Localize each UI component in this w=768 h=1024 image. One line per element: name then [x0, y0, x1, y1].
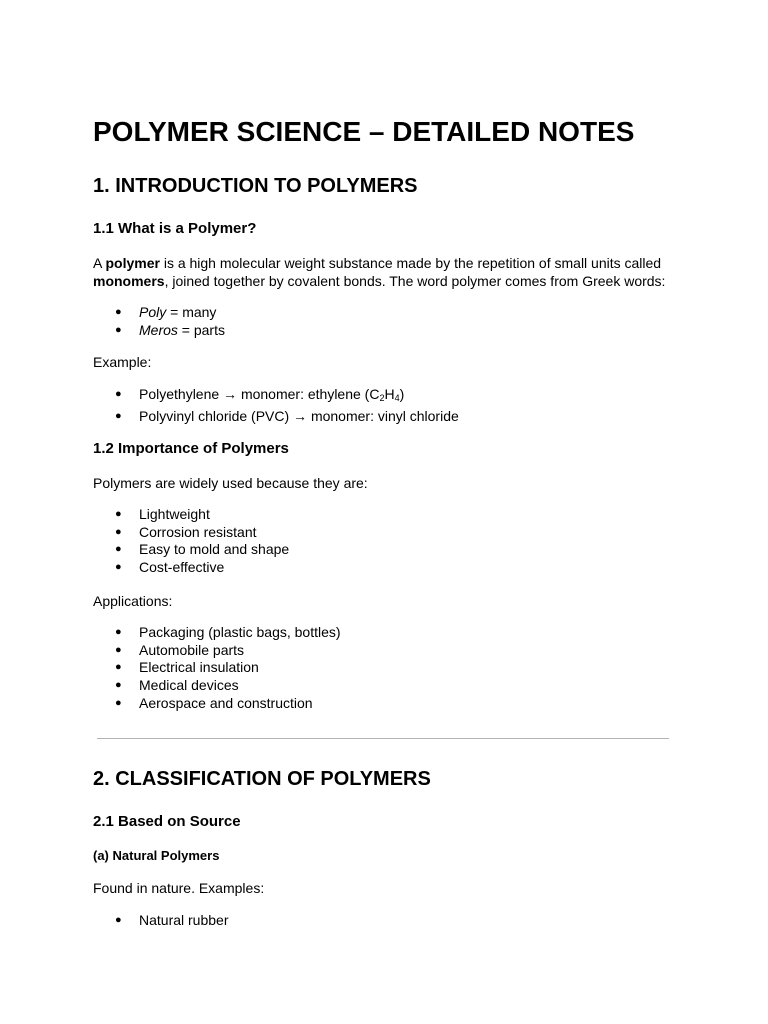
list-item: ● Polyvinyl chloride (PVC) → monomer: vinyl chloride: [93, 408, 459, 426]
natural-polymers-intro: Found in nature. Examples:: [93, 880, 265, 896]
polymer-definition-paragraph: A polymer is a high molecular weight substance made by the repetition of small units called monomers, joined together by covalent bonds. The word polymer comes from Greek words:: [93, 255, 666, 289]
natural-polymers-heading: (a) Natural Polymers: [93, 848, 220, 863]
list-item: ● Easy to mold and shape: [93, 541, 289, 559]
reasons-list: [93, 506, 289, 577]
importance-intro: Polymers are widely used because they are:: [93, 475, 368, 491]
term-polymer: polymer: [105, 255, 160, 271]
list-item: ● Natural rubber: [93, 912, 229, 930]
list-item: ● Aerospace and construction: [93, 695, 341, 713]
term-monomers: monomers: [93, 273, 165, 289]
applications-label: Applications:: [93, 593, 173, 609]
subsection-1-1-heading: 1.1 What is a Polymer?: [93, 220, 257, 237]
subsection-1-2-heading: 1.2 Importance of Polymers: [93, 440, 289, 457]
natural-polymers-list: [93, 912, 229, 930]
list-item: ● Cost-effective: [93, 559, 289, 577]
document-title: POLYMER SCIENCE – DETAILED NOTES: [93, 116, 635, 147]
list-item: ● Polyethylene → monomer: ethylene $(C_2H_4)$: [93, 386, 459, 408]
applications-list: [93, 624, 341, 713]
section-2-heading: 2. CLASSIFICATION OF POLYMERS: [93, 768, 431, 790]
list-item: ● Meros = parts: [93, 322, 225, 340]
list-item: ● Electrical insulation: [93, 659, 341, 677]
list-item: ● Poly = many: [93, 304, 225, 322]
list-item: ● Packaging (plastic bags, bottles): [93, 624, 341, 642]
section-1-heading: 1. INTRODUCTION TO POLYMERS: [93, 175, 418, 197]
subsection-2-1-heading: 2.1 Based on Source: [93, 813, 241, 830]
example-label: Example:: [93, 354, 152, 370]
examples-list: [93, 386, 459, 425]
list-item: ● Automobile parts: [93, 642, 341, 660]
list-item: ● Lightweight: [93, 506, 289, 524]
greek-roots-list: [93, 304, 225, 339]
horizontal-divider: [97, 738, 669, 739]
list-item: ● Corrosion resistant: [93, 524, 289, 542]
list-item: ● Medical devices: [93, 677, 341, 695]
